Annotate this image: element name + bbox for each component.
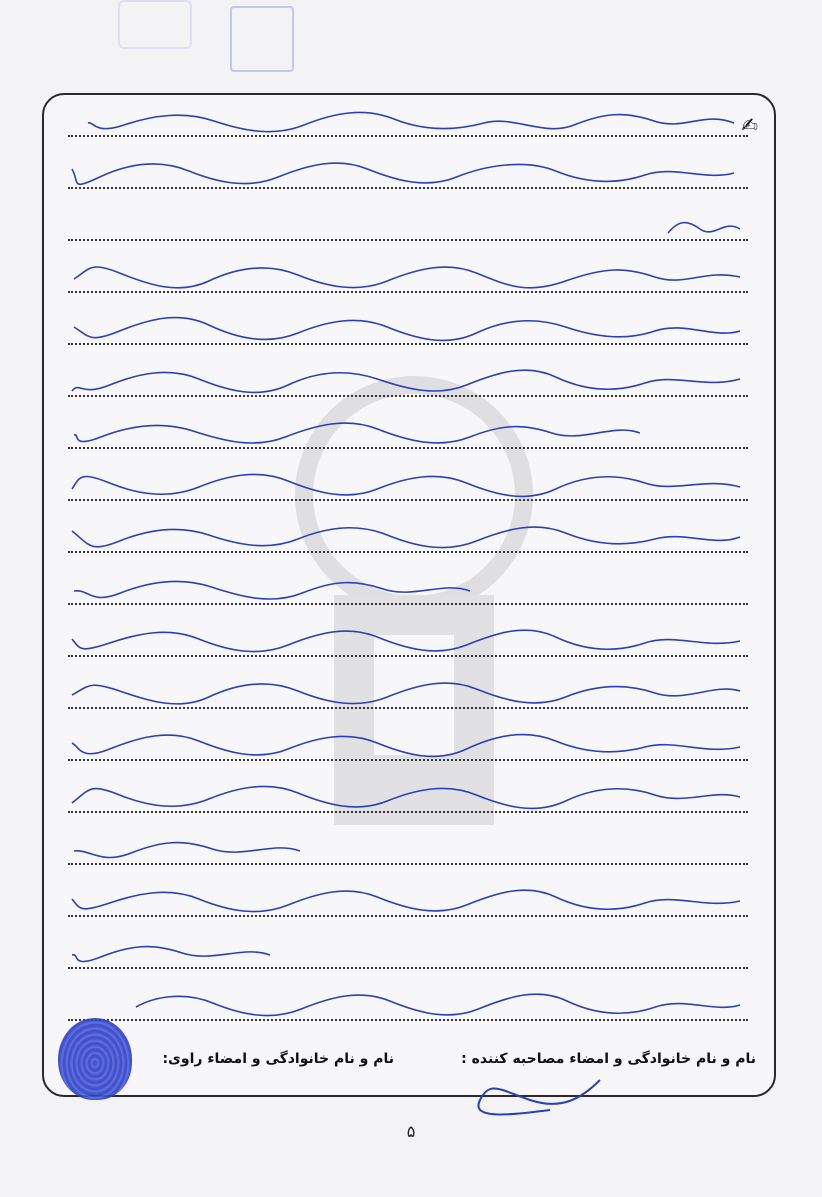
handwritten-line	[70, 777, 744, 817]
handwritten-line	[70, 309, 744, 349]
interviewer-signature-label: نام و نام خانوادگی و امضاء مصاحبه کننده :	[461, 1051, 756, 1067]
handwritten-line	[134, 985, 744, 1025]
handwritten-line	[70, 257, 744, 297]
pen-icon: ✍	[741, 113, 758, 137]
faded-stamp	[118, 0, 192, 49]
handwritten-line	[664, 209, 744, 249]
signature-footer	[44, 1033, 774, 1095]
handwritten-sheet	[42, 93, 776, 1097]
handwritten-line	[70, 361, 744, 401]
handwritten-line	[70, 569, 474, 609]
handwritten-line	[70, 881, 744, 921]
faded-stamp	[230, 6, 294, 72]
handwritten-line	[70, 413, 644, 453]
handwritten-line	[70, 153, 744, 193]
handwritten-line	[70, 465, 744, 505]
handwritten-line	[70, 829, 304, 869]
ruled-line	[68, 239, 748, 241]
handwritten-line	[70, 517, 744, 557]
fingerprint	[58, 1018, 132, 1100]
handwritten-line	[70, 933, 274, 973]
handwritten-line	[70, 673, 744, 713]
handwritten-line	[70, 725, 744, 765]
narrator-signature-label: نام و نام خانوادگی و امضاء راوی:	[162, 1051, 394, 1067]
handwritten-line	[70, 621, 744, 661]
interviewer-signature	[470, 1070, 610, 1120]
page-number: ۵	[406, 1122, 416, 1141]
handwritten-line	[84, 101, 744, 141]
